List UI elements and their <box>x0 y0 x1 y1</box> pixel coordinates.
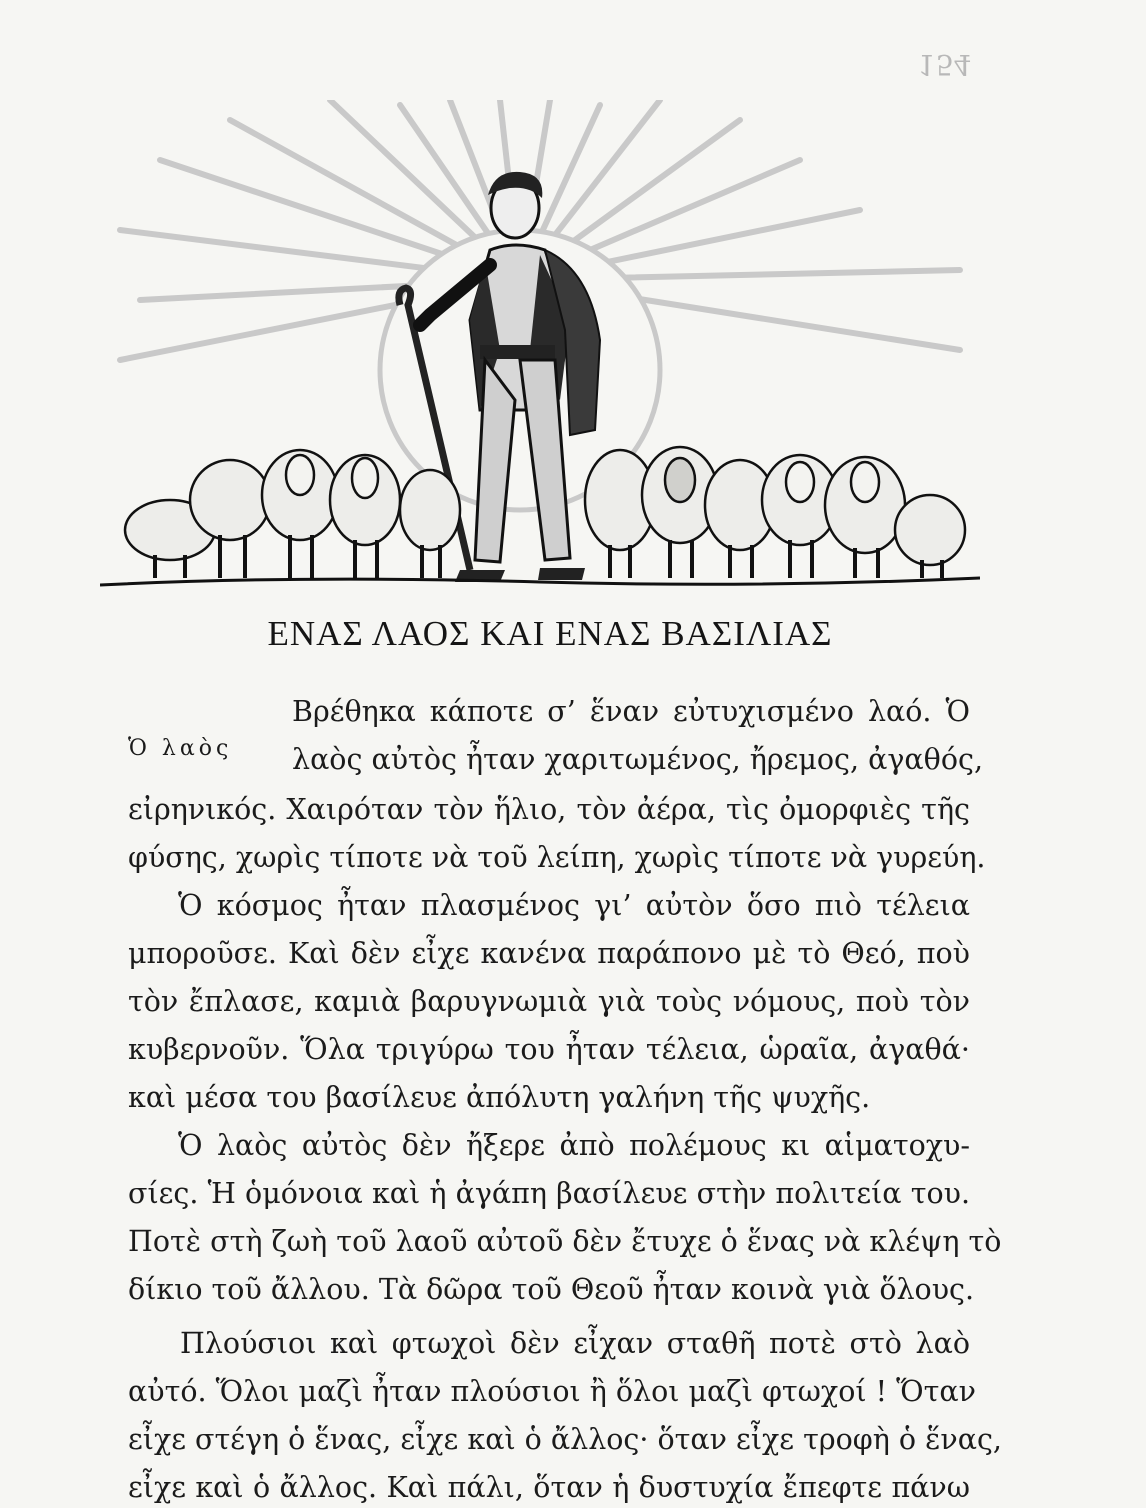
text-line: φύσης, χωρὶς τίποτε νὰ τοῦ λείπη, χωρὶς τίποτε νὰ γυρεύη. <box>128 841 986 874</box>
text-line: εἶχε στέγη ὁ ἕνας, εἶχε καὶ ὁ ἄλλος· ὅταν εἶχε τροφὴ ὁ ἕνας, <box>128 1423 1002 1456</box>
side-note: Ὁ λαὸς <box>128 736 233 761</box>
text-line: Πλούσιοι καὶ φτωχοὶ δὲν εἶχαν σταθῆ ποτὲ στὸ λαὸ <box>180 1327 970 1360</box>
text-line: Ὁ λαὸς αὐτὸς δὲν ἤξερε ἀπὸ πολέμους κι αἱματοχυ- <box>178 1129 970 1162</box>
text-line: Βρέθηκα κάποτε σ’ ἕναν εὐτυχισμένο λαό. Ὁ <box>292 695 970 728</box>
text-line: λαὸς αὐτὸς ἦταν χαριτωμένος, ἤρεμος, ἀγαθός, <box>292 743 983 776</box>
text-line: δίκιο τοῦ ἄλλου. Τὰ δῶρα τοῦ Θεοῦ ἦταν κοινὰ γιὰ ὅλους. <box>128 1273 975 1306</box>
chapter-title: ΕΝΑΣ ΛΑΟΣ ΚΑΙ ΕΝΑΣ ΒΑΣΙΛΙΑΣ <box>267 614 833 653</box>
text-line: Ὁ κόσμος ἦταν πλασμένος γι’ αὐτὸν ὅσο πιὸ τέλεια <box>178 889 970 922</box>
text-line: κυβερνοῦν. Ὅλα τριγύρω του ἦταν τέλεια, ὡραῖα, ἀγαθά· <box>128 1033 970 1066</box>
text-line: Ποτὲ στὴ ζωὴ τοῦ λαοῦ αὐτοῦ δὲν ἔτυχε ὁ ἕνας νὰ κλέψη τὸ <box>128 1225 1002 1258</box>
page-number: 154 <box>918 48 972 81</box>
shepherd-with-flock-and-sun-icon <box>100 100 980 600</box>
text-line: εἰρηνικός. Χαιρόταν τὸν ἥλιο, τὸν ἀέρα, τὶς ὀμορφιὲς τῆς <box>128 793 970 826</box>
text-line: εἶχε καὶ ὁ ἄλλος. Καὶ πάλι, ὅταν ἡ δυστυχία ἔπεφτε πάνω <box>128 1471 970 1504</box>
text-line: μποροῦσε. Καὶ δὲν εἶχε κανένα παράπονο μὲ τὸ Θεό, ποὺ <box>128 937 970 970</box>
text-line: αὐτό. Ὅλοι μαζὶ ἦταν πλούσιοι ἢ ὅλοι μαζὶ φτωχοί ! Ὅταν <box>128 1375 976 1408</box>
text-line: σίες. Ἡ ὁμόνοια καὶ ἡ ἀγάπη βασίλευε στὴν πολιτεία του. <box>128 1177 970 1210</box>
text-line: τὸν ἔπλασε, καμιὰ βαρυγνωμιὰ γιὰ τοὺς νόμους, ποὺ τὸν <box>128 985 970 1018</box>
text-line: καὶ μέσα του βασίλευε ἀπόλυτη γαλήνη τῆς ψυχῆς. <box>128 1081 871 1114</box>
